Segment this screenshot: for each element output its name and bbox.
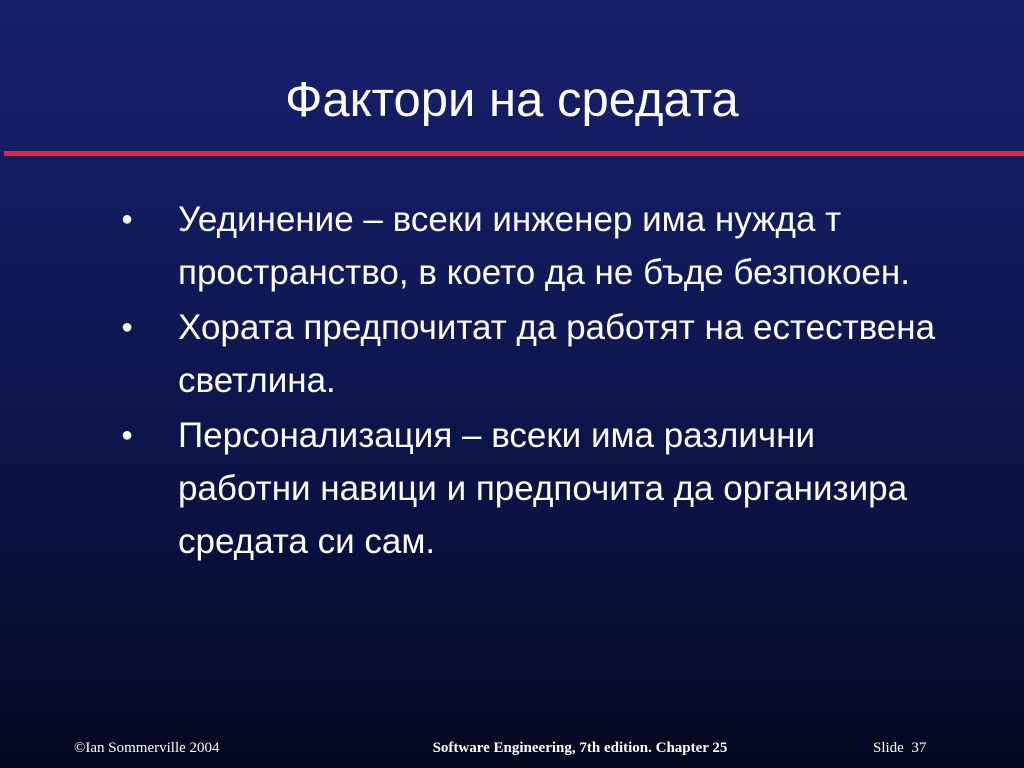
bullet-text: Уединение – всеки инженер има нужда т пространство, в което да не бъде безпокоен. bbox=[178, 200, 910, 292]
footer-copyright: ©Ian Sommerville 2004 bbox=[74, 740, 220, 756]
bullet-item bbox=[120, 409, 940, 568]
title-divider bbox=[4, 151, 1024, 156]
slide-title: Фактори на средата bbox=[285, 73, 739, 127]
footer-book-title: Software Engineering, 7th edition. Chapter 25 bbox=[432, 740, 728, 756]
bullet-dot-icon: ● bbox=[121, 424, 134, 446]
bullet-dot-icon: ● bbox=[121, 208, 134, 230]
bullet-item bbox=[120, 193, 940, 299]
bullet-text: Персонализация – всеки има различни работни навици и предпочита да организира средата си сам. bbox=[178, 416, 908, 561]
bullet-text: Хората предпочитат да работят на естествена светлина. bbox=[178, 308, 936, 400]
bullet-list bbox=[120, 193, 940, 570]
bullet-dot-icon: ● bbox=[121, 316, 134, 338]
bullet-item bbox=[120, 301, 940, 407]
footer-slide-number: Slide 37 bbox=[873, 740, 927, 756]
